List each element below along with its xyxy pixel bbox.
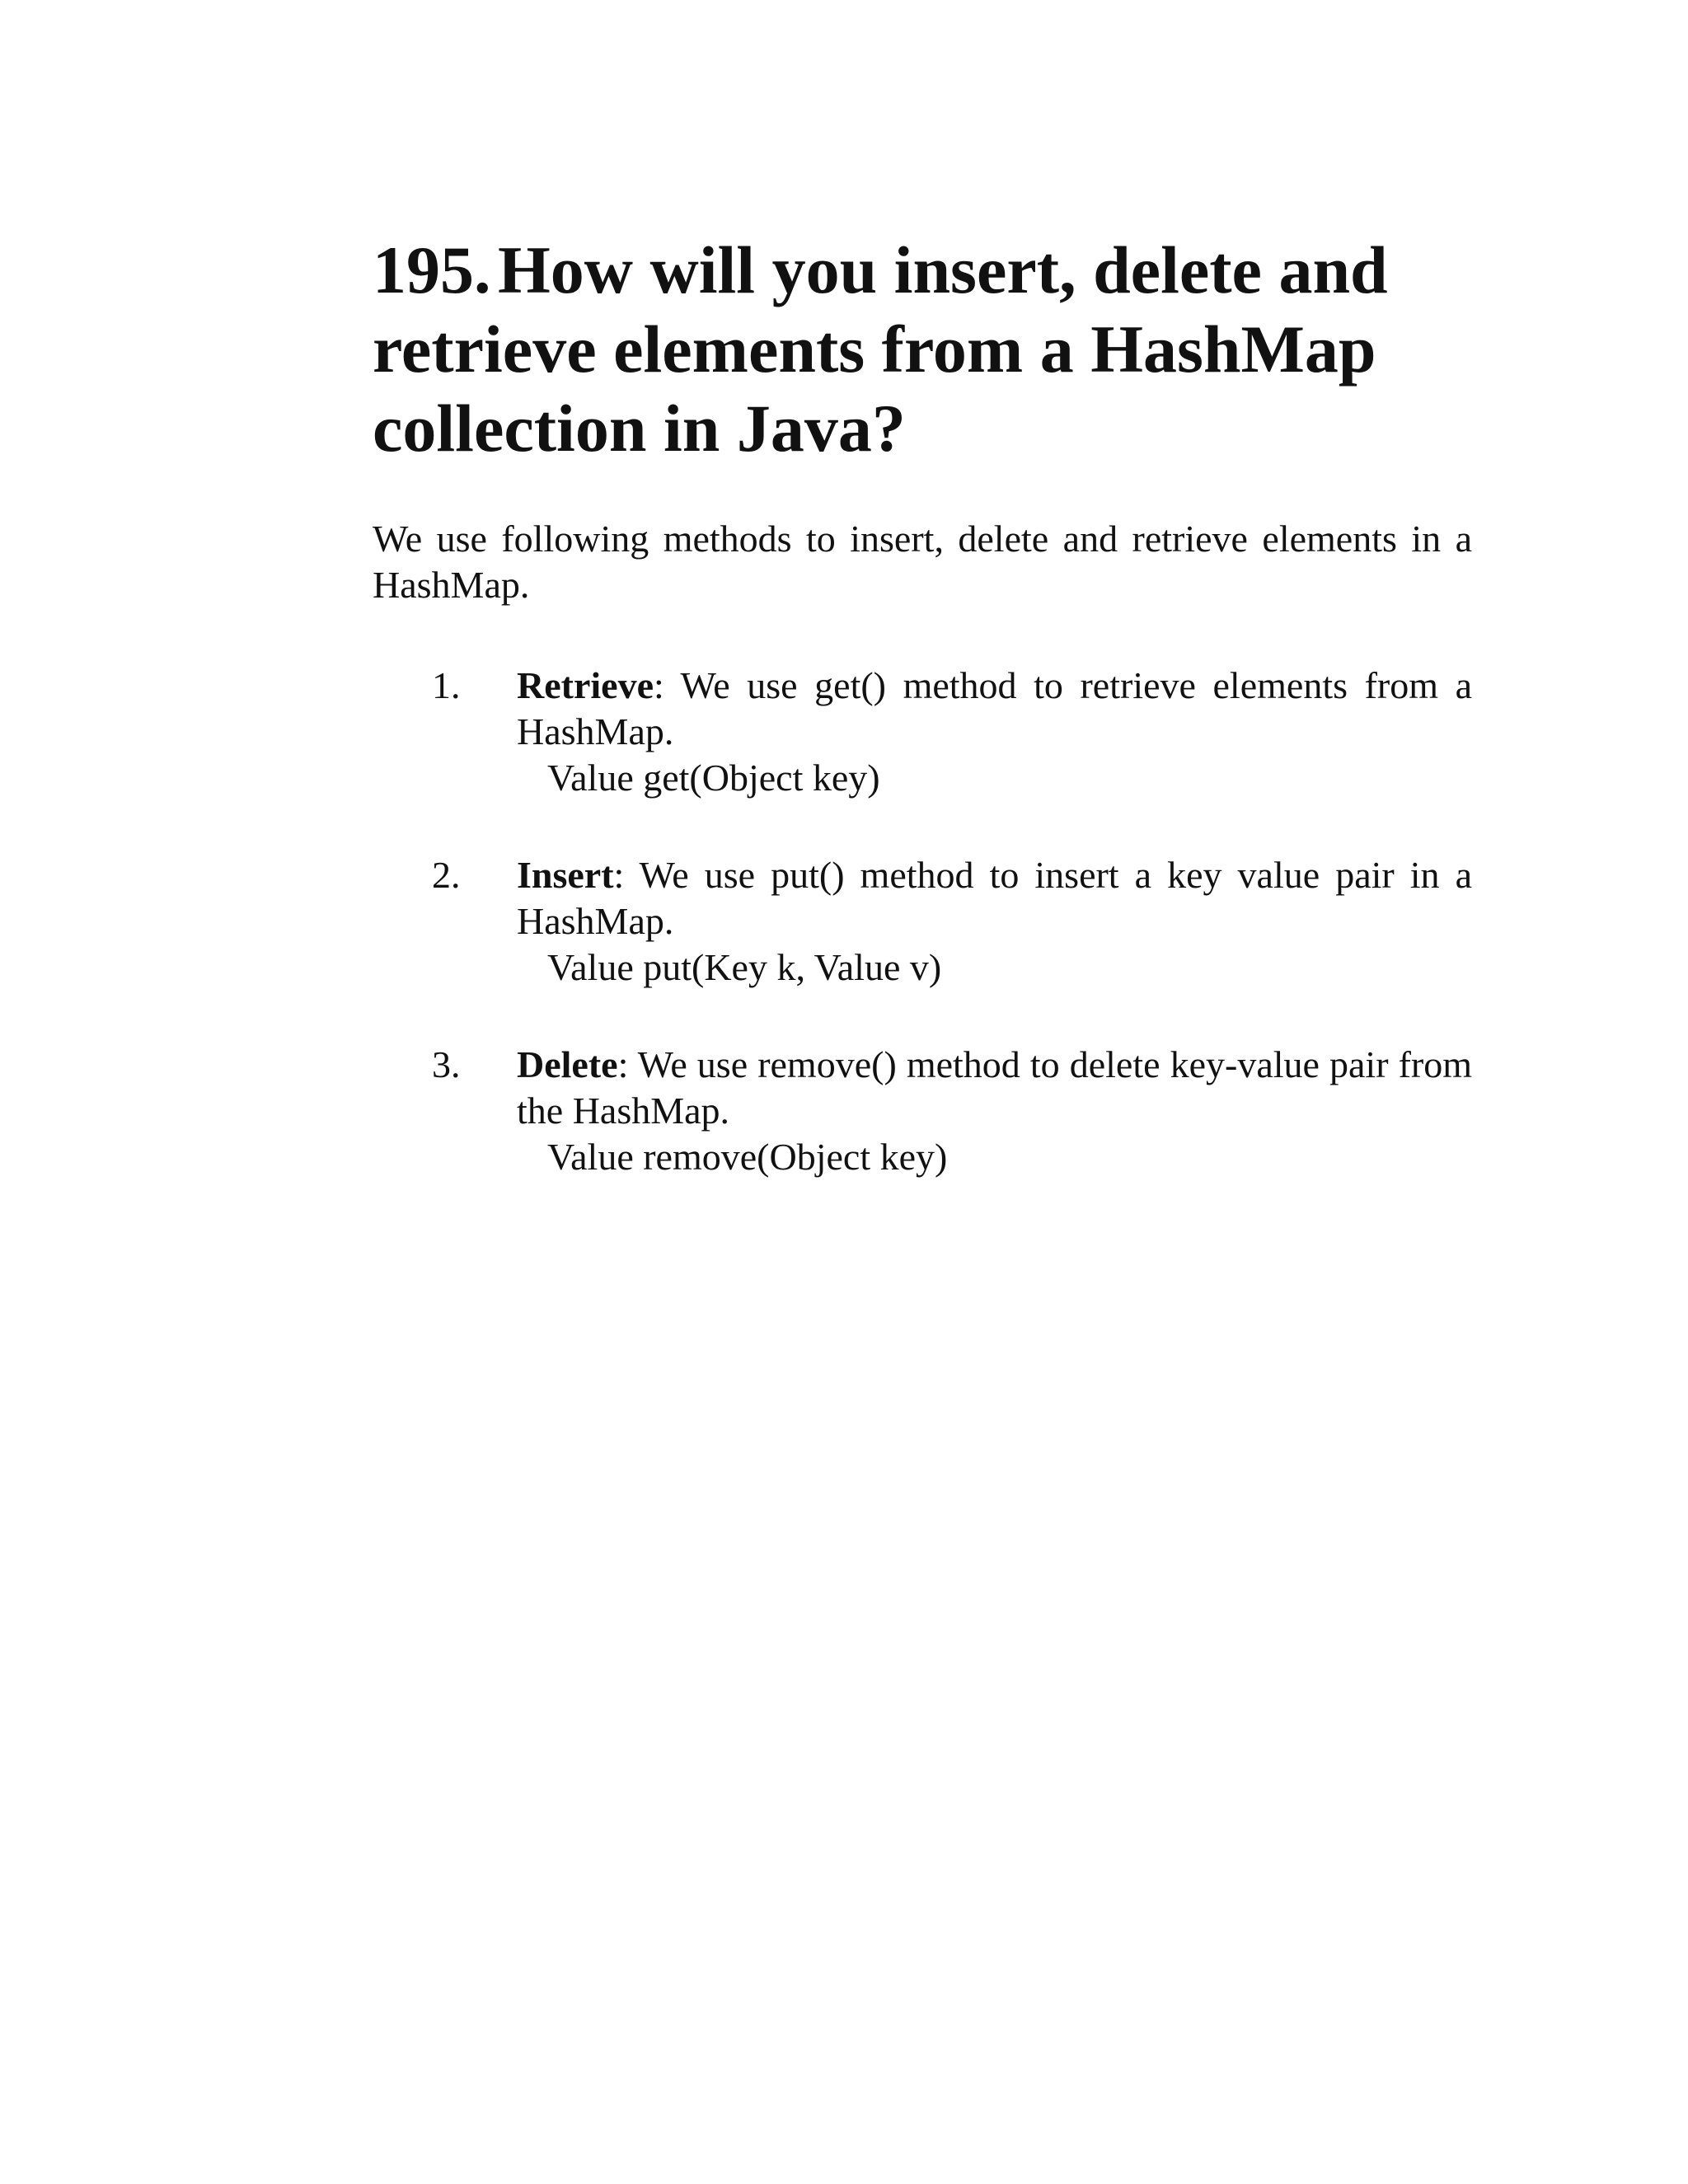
intro-paragraph: We use following methods to insert, delete and retrieve elements in a HashMap.: [373, 518, 1472, 606]
list-marker: 2.: [432, 854, 461, 896]
list-item-text: [517, 1042, 1472, 1134]
question-number: 195.: [373, 232, 491, 307]
list-marker: 1.: [432, 664, 461, 706]
list-item-term: Insert: [517, 854, 614, 896]
method-signature: Value remove(Object key): [547, 1136, 948, 1178]
list-marker: 3.: [432, 1043, 461, 1085]
list-item-term: Delete: [517, 1043, 618, 1085]
method-signature: Value get(Object key): [547, 757, 880, 799]
question-title: How will you insert, delete and retrieve elements from a HashMap collection in Java?: [373, 232, 1388, 466]
list-item-description: : We use put() method to insert a key value pair in a HashMap.: [517, 854, 1472, 942]
list-item-text: [517, 852, 1472, 944]
question-heading: [373, 231, 1526, 468]
method-signature: Value put(Key k, Value v): [547, 946, 942, 988]
list-item-term: Retrieve: [517, 664, 654, 706]
list-item-description: : We use remove() method to delete key-value pair from the HashMap.: [517, 1043, 1472, 1132]
list-item-description: : We use get() method to retrieve elements from a HashMap.: [517, 664, 1472, 752]
list-item-text: [517, 663, 1472, 755]
